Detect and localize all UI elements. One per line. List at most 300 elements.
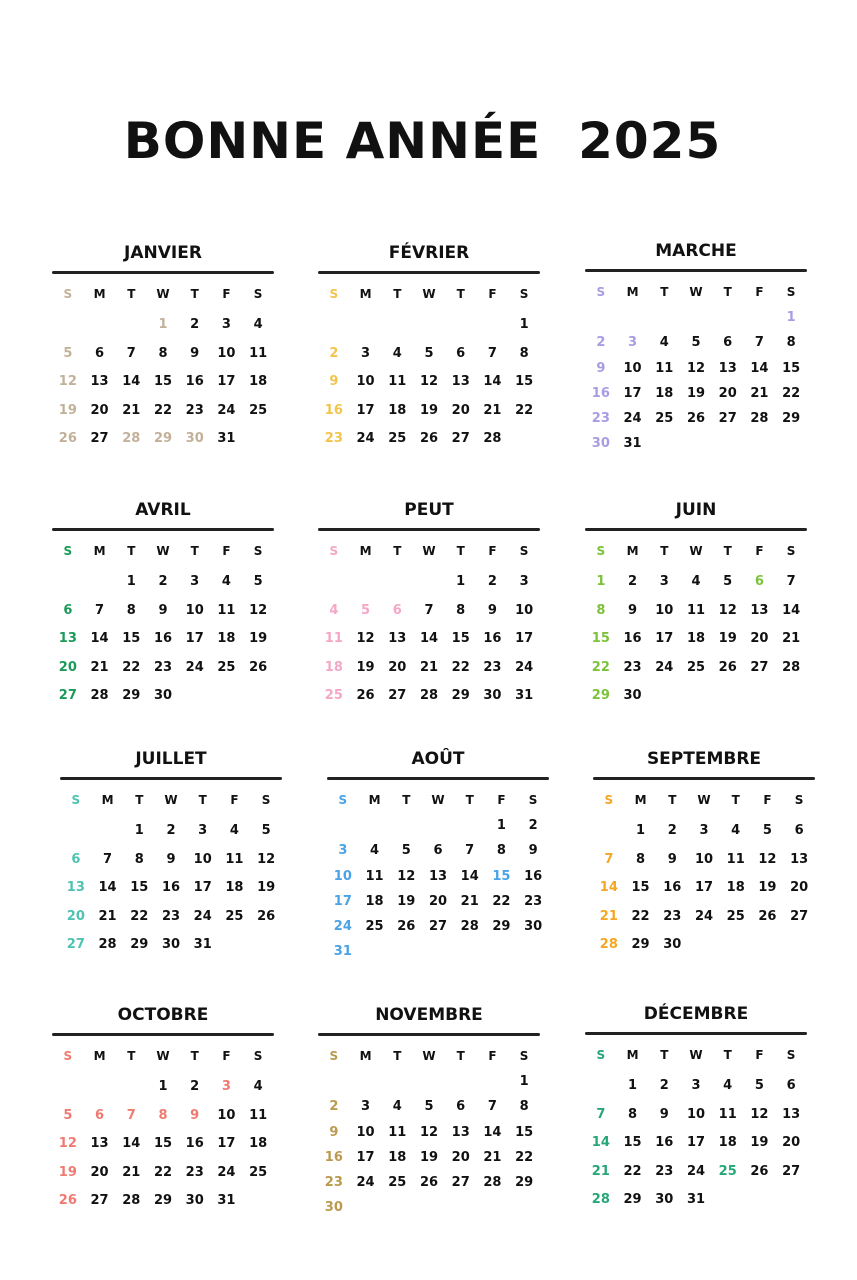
month-name: JUIN — [675, 500, 717, 520]
day-cell: 25 — [324, 688, 343, 703]
day-grid — [52, 541, 274, 715]
day-cell: 21 — [460, 893, 479, 909]
day-cell: 13 — [388, 631, 407, 646]
day-cell: 4 — [723, 1078, 733, 1093]
day-cell: 19 — [257, 880, 276, 895]
day-cell: 2 — [667, 823, 677, 838]
day-cell: 8 — [158, 1107, 168, 1123]
day-cell: 1 — [519, 1074, 529, 1089]
weekday-header: S — [786, 544, 796, 558]
weekday-header: M — [93, 287, 106, 301]
month-name: OCTOBRE — [117, 1005, 209, 1025]
day-cell: 20 — [782, 1135, 801, 1150]
day-cell: 19 — [397, 893, 416, 909]
day-cell: 16 — [524, 868, 543, 884]
empty-cell — [350, 315, 382, 344]
day-cell: 16 — [591, 385, 610, 401]
day-cell: 28 — [122, 431, 141, 446]
day-cell: 1 — [126, 574, 136, 589]
day-cell: 5 — [424, 1099, 434, 1115]
empty-cell — [680, 308, 712, 333]
empty-cell — [52, 315, 84, 344]
day-cell: 12 — [356, 631, 375, 646]
day-cell: 2 — [659, 1078, 669, 1093]
day-cell: 23 — [483, 659, 502, 675]
day-cell: 26 — [758, 908, 777, 924]
day-cell: 9 — [190, 345, 200, 361]
day-cell: 21 — [483, 1149, 502, 1165]
day-cell: 25 — [225, 908, 244, 924]
day-cell: 11 — [249, 345, 268, 361]
day-cell: 7 — [95, 602, 105, 618]
day-cell: 8 — [134, 851, 144, 867]
day-cell: 15 — [631, 880, 650, 895]
day-cell: 28 — [782, 659, 801, 675]
day-cell: 21 — [122, 1164, 141, 1180]
weekday-header: T — [660, 544, 669, 558]
divider — [318, 1033, 540, 1036]
weekday-header: W — [422, 544, 436, 558]
day-cell: 14 — [419, 631, 439, 646]
day-cell: 24 — [193, 908, 212, 924]
day-cell: 9 — [190, 1107, 200, 1123]
month-février — [318, 242, 540, 458]
day-cell: 24 — [333, 919, 352, 935]
day-cell: 3 — [338, 843, 348, 859]
empty-cell — [381, 1072, 413, 1097]
day-cell: 21 — [98, 908, 117, 924]
day-cell: 15 — [451, 631, 470, 646]
weekday-header: T — [393, 544, 402, 558]
day-cell: 8 — [519, 1099, 529, 1115]
day-cell: 4 — [253, 1079, 263, 1094]
weekday-header: F — [488, 544, 497, 558]
weekday-header: F — [222, 1049, 231, 1063]
weekday-header: S — [261, 793, 271, 807]
day-cell: 11 — [365, 868, 384, 884]
day-cell: 9 — [667, 851, 677, 867]
month-name: DÉCEMBRE — [643, 1004, 749, 1024]
day-cell: 15 — [122, 631, 141, 646]
day-cell: 3 — [361, 1099, 371, 1115]
day-cell: 13 — [451, 1124, 470, 1140]
day-cell: 30 — [153, 688, 173, 703]
day-cell: 28 — [599, 937, 618, 952]
day-cell: 14 — [483, 374, 502, 389]
day-cell: 5 — [63, 345, 73, 361]
day-cell: 18 — [718, 1135, 737, 1150]
day-cell: 12 — [397, 868, 416, 884]
day-cell: 12 — [419, 1124, 439, 1140]
day-cell: 20 — [451, 1149, 470, 1165]
day-cell: 12 — [686, 360, 706, 376]
divider — [585, 528, 807, 531]
day-cell: 17 — [356, 402, 375, 418]
day-cell: 15 — [153, 1136, 173, 1151]
day-cell: 18 — [388, 1149, 407, 1165]
weekday-header: T — [393, 1049, 402, 1063]
day-cell: 27 — [90, 431, 109, 446]
day-cell: 19 — [58, 1164, 77, 1180]
day-cell: 27 — [790, 908, 809, 924]
weekday-header: W — [689, 544, 703, 558]
day-cell: 10 — [623, 360, 642, 376]
divider — [585, 269, 807, 272]
day-cell: 8 — [519, 345, 529, 361]
day-cell: 31 — [686, 1192, 706, 1207]
weekday-header: W — [431, 793, 445, 807]
day-cell: 17 — [193, 880, 212, 895]
day-cell: 14 — [122, 374, 141, 389]
weekday-header: S — [519, 287, 529, 301]
weekday-header: S — [786, 285, 796, 299]
weekday-header: T — [190, 1049, 199, 1063]
day-cell: 21 — [90, 659, 109, 675]
month-name: JUILLET — [135, 749, 207, 769]
divider — [318, 271, 540, 274]
day-cell: 8 — [456, 602, 466, 618]
divider — [593, 777, 815, 780]
day-cell: 7 — [754, 335, 764, 351]
day-cell: 15 — [782, 360, 801, 376]
day-cell: 31 — [193, 937, 212, 952]
day-cell: 15 — [623, 1135, 642, 1150]
weekday-header: W — [156, 1049, 170, 1063]
divider — [585, 1032, 807, 1035]
day-cell: 20 — [790, 880, 809, 895]
day-cell: 13 — [90, 374, 109, 389]
day-cell: 5 — [361, 602, 371, 618]
weekday-header: T — [127, 1049, 136, 1063]
day-cell: 13 — [782, 1106, 801, 1122]
empty-cell — [318, 315, 350, 344]
weekday-header: S — [596, 544, 606, 558]
day-cell: 4 — [392, 1099, 402, 1115]
weekday-header: T — [190, 287, 199, 301]
empty-cell — [712, 308, 744, 333]
day-cell: 6 — [433, 843, 443, 859]
day-cell: 18 — [726, 880, 745, 895]
empty-cell — [318, 1072, 350, 1097]
day-cell: 11 — [388, 1124, 407, 1140]
empty-cell — [413, 315, 445, 344]
day-cell: 20 — [90, 402, 109, 418]
day-cell: 29 — [623, 1192, 642, 1207]
day-cell: 15 — [515, 374, 534, 389]
day-cell: 10 — [694, 851, 714, 867]
day-cell: 18 — [249, 374, 268, 389]
day-cell: 22 — [623, 1163, 642, 1179]
day-cell: 4 — [229, 823, 239, 838]
day-cell: 17 — [333, 893, 352, 909]
weekday-header: F — [222, 544, 231, 558]
day-cell: 21 — [750, 385, 769, 401]
day-cell: 9 — [487, 602, 497, 618]
day-cell: 19 — [758, 880, 777, 895]
weekday-header: F — [755, 544, 764, 558]
divider — [52, 528, 274, 531]
day-cell: 22 — [782, 385, 801, 401]
empty-cell — [445, 315, 477, 344]
day-cell: 2 — [158, 574, 168, 589]
weekday-header: T — [198, 793, 207, 807]
empty-cell — [52, 1077, 84, 1106]
month-name: AOÛT — [411, 749, 465, 769]
day-cell: 7 — [424, 602, 434, 618]
day-cell: 25 — [686, 659, 706, 675]
empty-cell — [350, 1072, 382, 1097]
day-cell: 28 — [483, 1175, 502, 1191]
day-grid — [52, 284, 274, 458]
day-cell: 25 — [726, 908, 745, 924]
day-cell: 22 — [153, 1164, 173, 1180]
day-cell: 26 — [419, 431, 439, 446]
day-cell: 6 — [392, 602, 402, 618]
day-cell: 22 — [130, 908, 149, 924]
day-cell: 6 — [71, 851, 81, 867]
day-cell: 5 — [691, 335, 701, 351]
day-cell: 1 — [596, 574, 606, 589]
weekday-header: T — [456, 544, 465, 558]
weekday-header: S — [71, 793, 81, 807]
day-cell: 4 — [329, 602, 339, 618]
month-septembre — [593, 748, 815, 964]
day-cell: 1 — [456, 574, 466, 589]
weekday-header: W — [422, 1049, 436, 1063]
divider — [52, 1033, 274, 1036]
weekday-header: T — [402, 793, 411, 807]
day-cell: 19 — [356, 659, 375, 675]
month-peut — [318, 499, 540, 715]
day-cell: 26 — [750, 1163, 769, 1179]
day-cell: 17 — [686, 1135, 706, 1150]
day-cell: 26 — [718, 659, 737, 675]
day-cell: 28 — [591, 1192, 610, 1207]
day-cell: 18 — [655, 385, 674, 401]
month-name: AVRIL — [135, 500, 191, 520]
day-cell: 24 — [515, 659, 534, 675]
month-marche — [585, 240, 807, 460]
day-cell: 31 — [623, 436, 642, 452]
day-cell: 17 — [515, 631, 534, 646]
day-cell: 4 — [392, 345, 402, 361]
day-cell: 18 — [686, 631, 706, 646]
day-cell: 10 — [655, 602, 674, 618]
day-cell: 11 — [217, 602, 236, 618]
day-cell: 26 — [257, 908, 276, 924]
weekday-header: F — [222, 287, 231, 301]
day-cell: 17 — [694, 880, 714, 895]
day-cell: 13 — [66, 880, 85, 895]
day-cell: 28 — [483, 431, 502, 446]
day-cell: 6 — [95, 345, 105, 361]
day-cell: 9 — [166, 851, 176, 867]
day-cell: 17 — [217, 374, 236, 389]
day-cell: 2 — [190, 1079, 200, 1094]
day-cell: 11 — [718, 1106, 737, 1122]
weekday-header: T — [465, 793, 474, 807]
weekday-header: M — [93, 1049, 106, 1063]
weekday-header: S — [63, 544, 73, 558]
day-cell: 3 — [659, 574, 669, 589]
weekday-header: T — [731, 793, 740, 807]
day-cell: 4 — [691, 574, 701, 589]
day-cell: 2 — [628, 574, 638, 589]
empty-cell — [477, 1072, 509, 1097]
day-cell: 4 — [370, 843, 380, 859]
month-name: NOVEMBRE — [375, 1005, 483, 1025]
month-novembre — [318, 1004, 540, 1224]
day-cell: 9 — [659, 1106, 669, 1122]
day-cell: 7 — [465, 843, 475, 859]
day-cell: 7 — [596, 1106, 606, 1122]
day-cell: 4 — [253, 317, 263, 332]
day-cell: 20 — [718, 385, 737, 401]
day-cell: 6 — [456, 1099, 466, 1115]
day-cell: 14 — [782, 602, 801, 618]
day-cell: 29 — [591, 688, 610, 703]
day-cell: 27 — [782, 1163, 801, 1179]
day-cell: 8 — [126, 602, 136, 618]
day-cell: 15 — [515, 1124, 534, 1140]
day-cell: 26 — [686, 411, 706, 427]
day-grid — [318, 1046, 540, 1224]
weekday-header: S — [596, 1048, 606, 1062]
day-cell: 29 — [153, 1193, 173, 1208]
weekday-header: M — [626, 544, 639, 558]
day-cell: 17 — [185, 631, 204, 646]
day-cell: 20 — [750, 631, 769, 646]
month-juillet — [60, 748, 282, 964]
day-cell: 29 — [515, 1175, 534, 1191]
weekday-header: F — [755, 1048, 764, 1062]
weekday-header: S — [596, 285, 606, 299]
weekday-header: F — [488, 287, 497, 301]
empty-cell — [585, 308, 617, 333]
day-cell: 27 — [451, 1175, 470, 1191]
day-cell: 2 — [329, 345, 339, 361]
day-cell: 23 — [153, 659, 173, 675]
day-grid — [52, 1046, 274, 1220]
day-cell: 20 — [388, 659, 407, 675]
day-cell: 23 — [591, 411, 610, 427]
day-cell: 18 — [365, 893, 384, 909]
day-cell: 12 — [718, 602, 737, 618]
day-cell: 1 — [496, 818, 506, 833]
day-cell: 20 — [66, 908, 85, 924]
weekday-header: S — [528, 793, 538, 807]
day-cell: 3 — [198, 823, 208, 838]
weekday-header: M — [359, 1049, 372, 1063]
day-cell: 13 — [90, 1136, 109, 1151]
empty-cell — [744, 308, 776, 333]
day-cell: 20 — [428, 893, 448, 909]
day-cell: 22 — [492, 893, 511, 909]
day-cell: 23 — [324, 1175, 343, 1191]
day-cell: 30 — [623, 688, 642, 703]
weekday-header: F — [497, 793, 506, 807]
weekday-header: T — [660, 1048, 669, 1062]
day-cell: 2 — [166, 823, 176, 838]
day-cell: 24 — [356, 431, 375, 446]
month-name: MARCHE — [655, 241, 737, 261]
day-cell: 29 — [782, 411, 801, 427]
day-cell: 27 — [428, 919, 448, 935]
day-cell: 7 — [487, 1099, 497, 1115]
day-cell: 10 — [356, 1124, 375, 1140]
day-cell: 19 — [686, 385, 706, 401]
divider — [318, 528, 540, 531]
day-cell: 7 — [487, 345, 497, 361]
day-cell: 16 — [153, 631, 173, 646]
day-cell: 25 — [249, 402, 268, 418]
day-cell: 6 — [95, 1107, 105, 1123]
day-grid — [318, 284, 540, 458]
day-cell: 5 — [723, 574, 733, 589]
month-name: PEUT — [404, 500, 454, 520]
day-cell: 28 — [122, 1193, 141, 1208]
day-cell: 10 — [217, 1107, 236, 1123]
day-cell: 8 — [158, 345, 168, 361]
day-cell: 12 — [419, 374, 439, 389]
day-cell: 15 — [492, 868, 511, 884]
day-cell: 22 — [153, 402, 173, 418]
day-cell: 20 — [58, 659, 77, 675]
day-grid — [593, 790, 815, 964]
weekday-header: M — [626, 1048, 639, 1062]
day-cell: 9 — [528, 843, 538, 859]
day-grid — [318, 541, 540, 715]
day-cell: 28 — [460, 919, 479, 935]
day-cell: 17 — [356, 1149, 375, 1165]
day-cell: 15 — [153, 374, 173, 389]
day-cell: 27 — [90, 1193, 109, 1208]
weekday-header: T — [723, 285, 732, 299]
empty-cell — [390, 816, 422, 841]
day-cell: 5 — [401, 843, 411, 859]
weekday-header: S — [604, 793, 614, 807]
day-cell: 10 — [333, 868, 352, 884]
day-cell: 6 — [786, 1078, 796, 1093]
day-cell: 4 — [731, 823, 741, 838]
day-cell: 31 — [217, 1193, 236, 1208]
weekday-header: T — [660, 285, 669, 299]
day-cell: 25 — [388, 1175, 407, 1191]
day-cell: 20 — [90, 1164, 109, 1180]
day-cell: 28 — [750, 411, 769, 427]
weekday-header: T — [127, 544, 136, 558]
day-cell: 12 — [750, 1106, 769, 1122]
weekday-header: M — [359, 544, 372, 558]
day-cell: 12 — [58, 1136, 77, 1151]
day-cell: 24 — [655, 659, 674, 675]
day-cell: 30 — [663, 937, 682, 952]
day-cell: 28 — [90, 688, 109, 703]
day-cell: 30 — [524, 919, 543, 935]
month-avril — [52, 499, 274, 715]
day-cell: 28 — [419, 688, 439, 703]
day-cell: 1 — [158, 1079, 168, 1094]
empty-cell — [359, 816, 391, 841]
day-cell: 19 — [58, 402, 77, 418]
day-cell: 29 — [492, 919, 511, 935]
day-cell: 23 — [524, 893, 543, 909]
day-grid — [585, 1045, 807, 1219]
day-cell: 24 — [686, 1163, 706, 1179]
day-cell: 31 — [217, 431, 236, 446]
day-cell: 31 — [333, 944, 352, 960]
weekday-header: M — [93, 544, 106, 558]
